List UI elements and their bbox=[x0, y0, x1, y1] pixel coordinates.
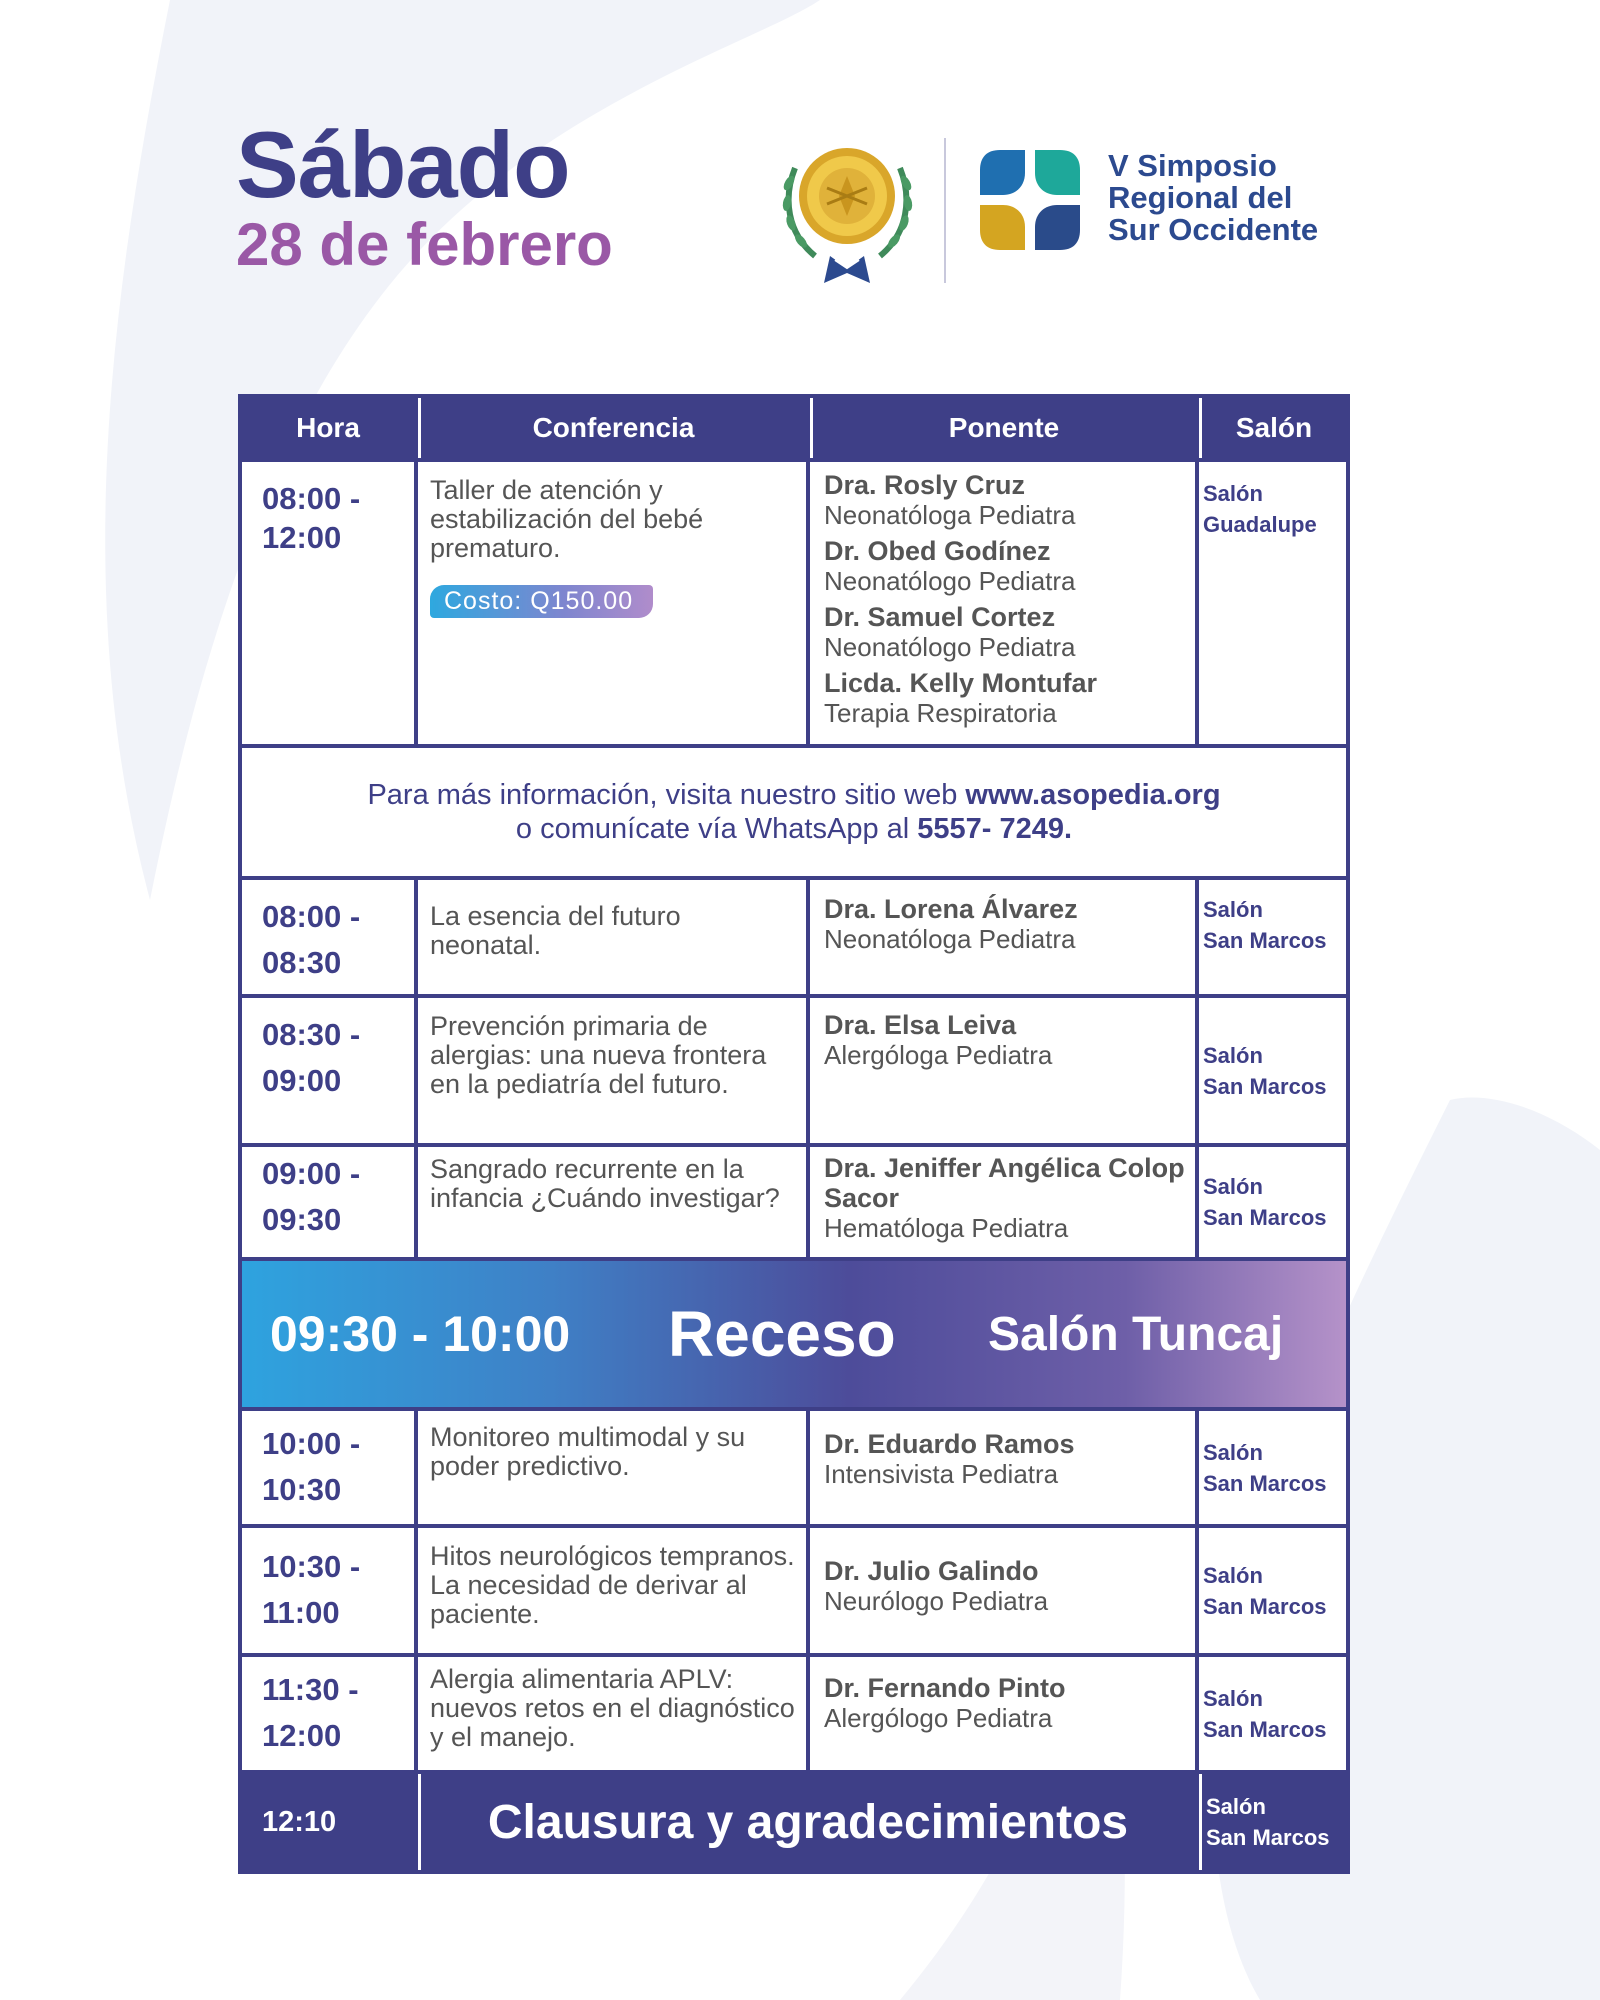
salon-name: San Marcos bbox=[1203, 1716, 1327, 1742]
conference-title: Alergia alimentaria APLV: nuevos retos en el diagnóstico y el manejo. bbox=[418, 1657, 806, 1770]
speaker-name: Dr. Eduardo Ramos bbox=[824, 1429, 1075, 1459]
salon-label: Salón bbox=[1203, 897, 1263, 922]
session-row bbox=[242, 998, 1346, 1143]
conference-title: Monitoreo multimodal y su poder predictivo. bbox=[418, 1411, 806, 1524]
schedule-table bbox=[238, 394, 1350, 1874]
recess-time: 09:30 - 10:00 bbox=[270, 1306, 571, 1362]
recess-label: Receso bbox=[668, 1298, 896, 1370]
time-end: 11:00 bbox=[262, 1595, 340, 1630]
time-start: 11:30 - bbox=[262, 1672, 359, 1707]
speaker-name: Dra. Elsa Leiva bbox=[824, 1010, 1017, 1040]
time-end: 12:00 bbox=[262, 520, 342, 555]
speaker-role: Neonatóloga Pediatra bbox=[824, 500, 1076, 530]
salon-label: Salón bbox=[1203, 1042, 1263, 1068]
event-title-line1: V Simposio bbox=[1108, 148, 1277, 183]
speaker-cell bbox=[810, 998, 1195, 1143]
whatsapp-number[interactable]: 5557- 7249. bbox=[917, 813, 1073, 845]
speaker-cell bbox=[810, 1528, 1195, 1653]
recess-row bbox=[242, 1261, 1346, 1407]
time-cell bbox=[242, 1411, 414, 1524]
salon-label: Salón bbox=[1206, 1794, 1266, 1819]
speaker-role: Hematóloga Pediatra bbox=[824, 1213, 1069, 1243]
recess-banner bbox=[242, 1261, 1346, 1407]
time-start: 10:30 - bbox=[262, 1549, 361, 1584]
column-header-conferencia: Conferencia bbox=[418, 398, 806, 458]
conference-title: Sangrado recurrente en la infancia ¿Cuándo investigar? bbox=[418, 1147, 806, 1257]
salon-cell bbox=[1199, 1411, 1346, 1524]
header-divider bbox=[944, 138, 946, 283]
speaker-name: Dra. Lorena Álvarez bbox=[824, 894, 1078, 924]
salon-cell bbox=[1199, 1528, 1346, 1653]
speaker-role: Intensivista Pediatra bbox=[824, 1459, 1059, 1489]
conference-title: Prevención primaria de alergias: una nueva frontera en la pediatría del futuro. bbox=[418, 998, 806, 1143]
event-title bbox=[1108, 150, 1318, 246]
session-row bbox=[242, 1528, 1346, 1653]
conference-cell bbox=[418, 462, 806, 744]
time-end: 09:00 bbox=[262, 1063, 342, 1098]
speaker-name: Dra. Rosly Cruz bbox=[824, 470, 1026, 500]
cost-badge: Costo: Q150.00 bbox=[430, 585, 653, 618]
workshop-row bbox=[242, 462, 1346, 744]
speaker-cell bbox=[810, 1657, 1195, 1770]
event-title-line2: Regional del bbox=[1108, 180, 1293, 215]
speaker-role: Terapia Respiratoria bbox=[824, 698, 1057, 728]
recess-salon: Salón Tuncaj bbox=[988, 1307, 1284, 1361]
salon-name: San Marcos bbox=[1203, 1205, 1327, 1230]
day-title: Sábado bbox=[236, 112, 570, 217]
salon-cell bbox=[1199, 1147, 1346, 1257]
speaker-role: Neonatólogo Pediatra bbox=[824, 566, 1076, 596]
closing-row bbox=[242, 1774, 1346, 1870]
time-start: 09:00 - bbox=[262, 1156, 361, 1191]
speaker-cell bbox=[810, 1147, 1195, 1257]
speaker-name: Dr. Samuel Cortez bbox=[824, 602, 1056, 632]
time-end: 08:30 bbox=[262, 945, 342, 980]
session-row bbox=[242, 1657, 1346, 1770]
salon-cell bbox=[1199, 998, 1346, 1143]
salon-label: Salón bbox=[1203, 481, 1263, 506]
time-cell bbox=[242, 880, 414, 994]
session-row bbox=[242, 880, 1346, 994]
event-title-line3: Sur Occidente bbox=[1108, 212, 1319, 247]
column-header-ponente: Ponente bbox=[810, 398, 1195, 458]
association-seal-logo bbox=[775, 128, 920, 288]
time-end: 10:30 bbox=[262, 1472, 342, 1507]
salon-name: San Marcos bbox=[1203, 1470, 1327, 1496]
salon-name: San Marcos bbox=[1203, 1073, 1327, 1099]
salon-cell bbox=[1199, 1657, 1346, 1770]
salon-cell bbox=[1199, 462, 1346, 744]
speaker-name: Dr. Obed Godínez bbox=[824, 536, 1051, 566]
speaker-cell bbox=[810, 1411, 1195, 1524]
speaker-role: Alergólogo Pediatra bbox=[824, 1703, 1053, 1733]
speaker-name: Dr. Fernando Pinto bbox=[824, 1673, 1066, 1703]
session-row bbox=[242, 1411, 1346, 1524]
info-line-2 bbox=[242, 812, 1346, 846]
session-row bbox=[242, 1147, 1346, 1257]
conference-title: Hitos neurológicos tempranos. La necesidad de derivar al paciente. bbox=[418, 1528, 806, 1653]
speakers-cell bbox=[810, 462, 1195, 744]
column-header-hora: Hora bbox=[242, 398, 414, 458]
time-start: 08:30 - bbox=[262, 1017, 361, 1052]
date-title: 28 de febrero bbox=[236, 211, 613, 278]
time-cell bbox=[242, 462, 414, 744]
salon-label: Salón bbox=[1203, 1174, 1263, 1199]
closing-label: Clausura y agradecimientos bbox=[418, 1774, 1195, 1870]
info-text: o comunícate vía WhatsApp al bbox=[515, 813, 918, 845]
time-end: 12:00 bbox=[262, 1718, 342, 1753]
speaker-role: Neonatólogo Pediatra bbox=[824, 632, 1076, 662]
time-start: 08:00 - bbox=[262, 899, 361, 934]
time-cell bbox=[242, 1147, 414, 1257]
time-cell bbox=[242, 1657, 414, 1770]
salon-name: Guadalupe bbox=[1203, 512, 1317, 537]
speaker-role: Neurólogo Pediatra bbox=[824, 1586, 1049, 1616]
salon-label: Salón bbox=[1203, 1562, 1263, 1588]
salon-label: Salón bbox=[1203, 1439, 1263, 1465]
contact-info bbox=[242, 748, 1346, 876]
info-line-1 bbox=[242, 778, 1346, 812]
salon-label: Salón bbox=[1203, 1685, 1263, 1711]
salon-cell bbox=[1199, 880, 1346, 994]
conference-title: Taller de atención y estabilización del bebé prematuro. bbox=[430, 475, 704, 563]
info-text: Para más información, visita nuestro sitio web bbox=[367, 779, 966, 811]
closing-time: 12:10 bbox=[242, 1774, 414, 1870]
salon-name: San Marcos bbox=[1203, 928, 1327, 953]
speaker-role: Alergóloga Pediatra bbox=[824, 1040, 1053, 1070]
time-cell bbox=[242, 1528, 414, 1653]
conference-title: La esencia del futuro neonatal. bbox=[418, 880, 806, 994]
salon-name: San Marcos bbox=[1203, 1593, 1327, 1619]
speaker-cell bbox=[810, 880, 1195, 994]
speaker-role: Neonatóloga Pediatra bbox=[824, 924, 1076, 954]
speaker-name: Dra. Jeniffer Angélica Colop Sacor bbox=[824, 1153, 1185, 1213]
closing-salon bbox=[1199, 1774, 1346, 1870]
website-link[interactable]: www.asopedia.org bbox=[965, 779, 1221, 811]
symposium-logo-icon bbox=[975, 145, 1085, 255]
speaker-name: Licda. Kelly Montufar bbox=[824, 668, 1098, 698]
speaker-name: Dr. Julio Galindo bbox=[824, 1556, 1039, 1586]
table-header-row bbox=[242, 398, 1346, 458]
time-cell bbox=[242, 998, 414, 1143]
time-end: 09:30 bbox=[262, 1202, 342, 1237]
info-row bbox=[242, 748, 1346, 876]
salon-name: San Marcos bbox=[1206, 1825, 1330, 1850]
time-start: 10:00 - bbox=[262, 1426, 361, 1461]
column-header-salon: Salón bbox=[1199, 398, 1346, 458]
time-start: 08:00 - bbox=[262, 481, 361, 516]
